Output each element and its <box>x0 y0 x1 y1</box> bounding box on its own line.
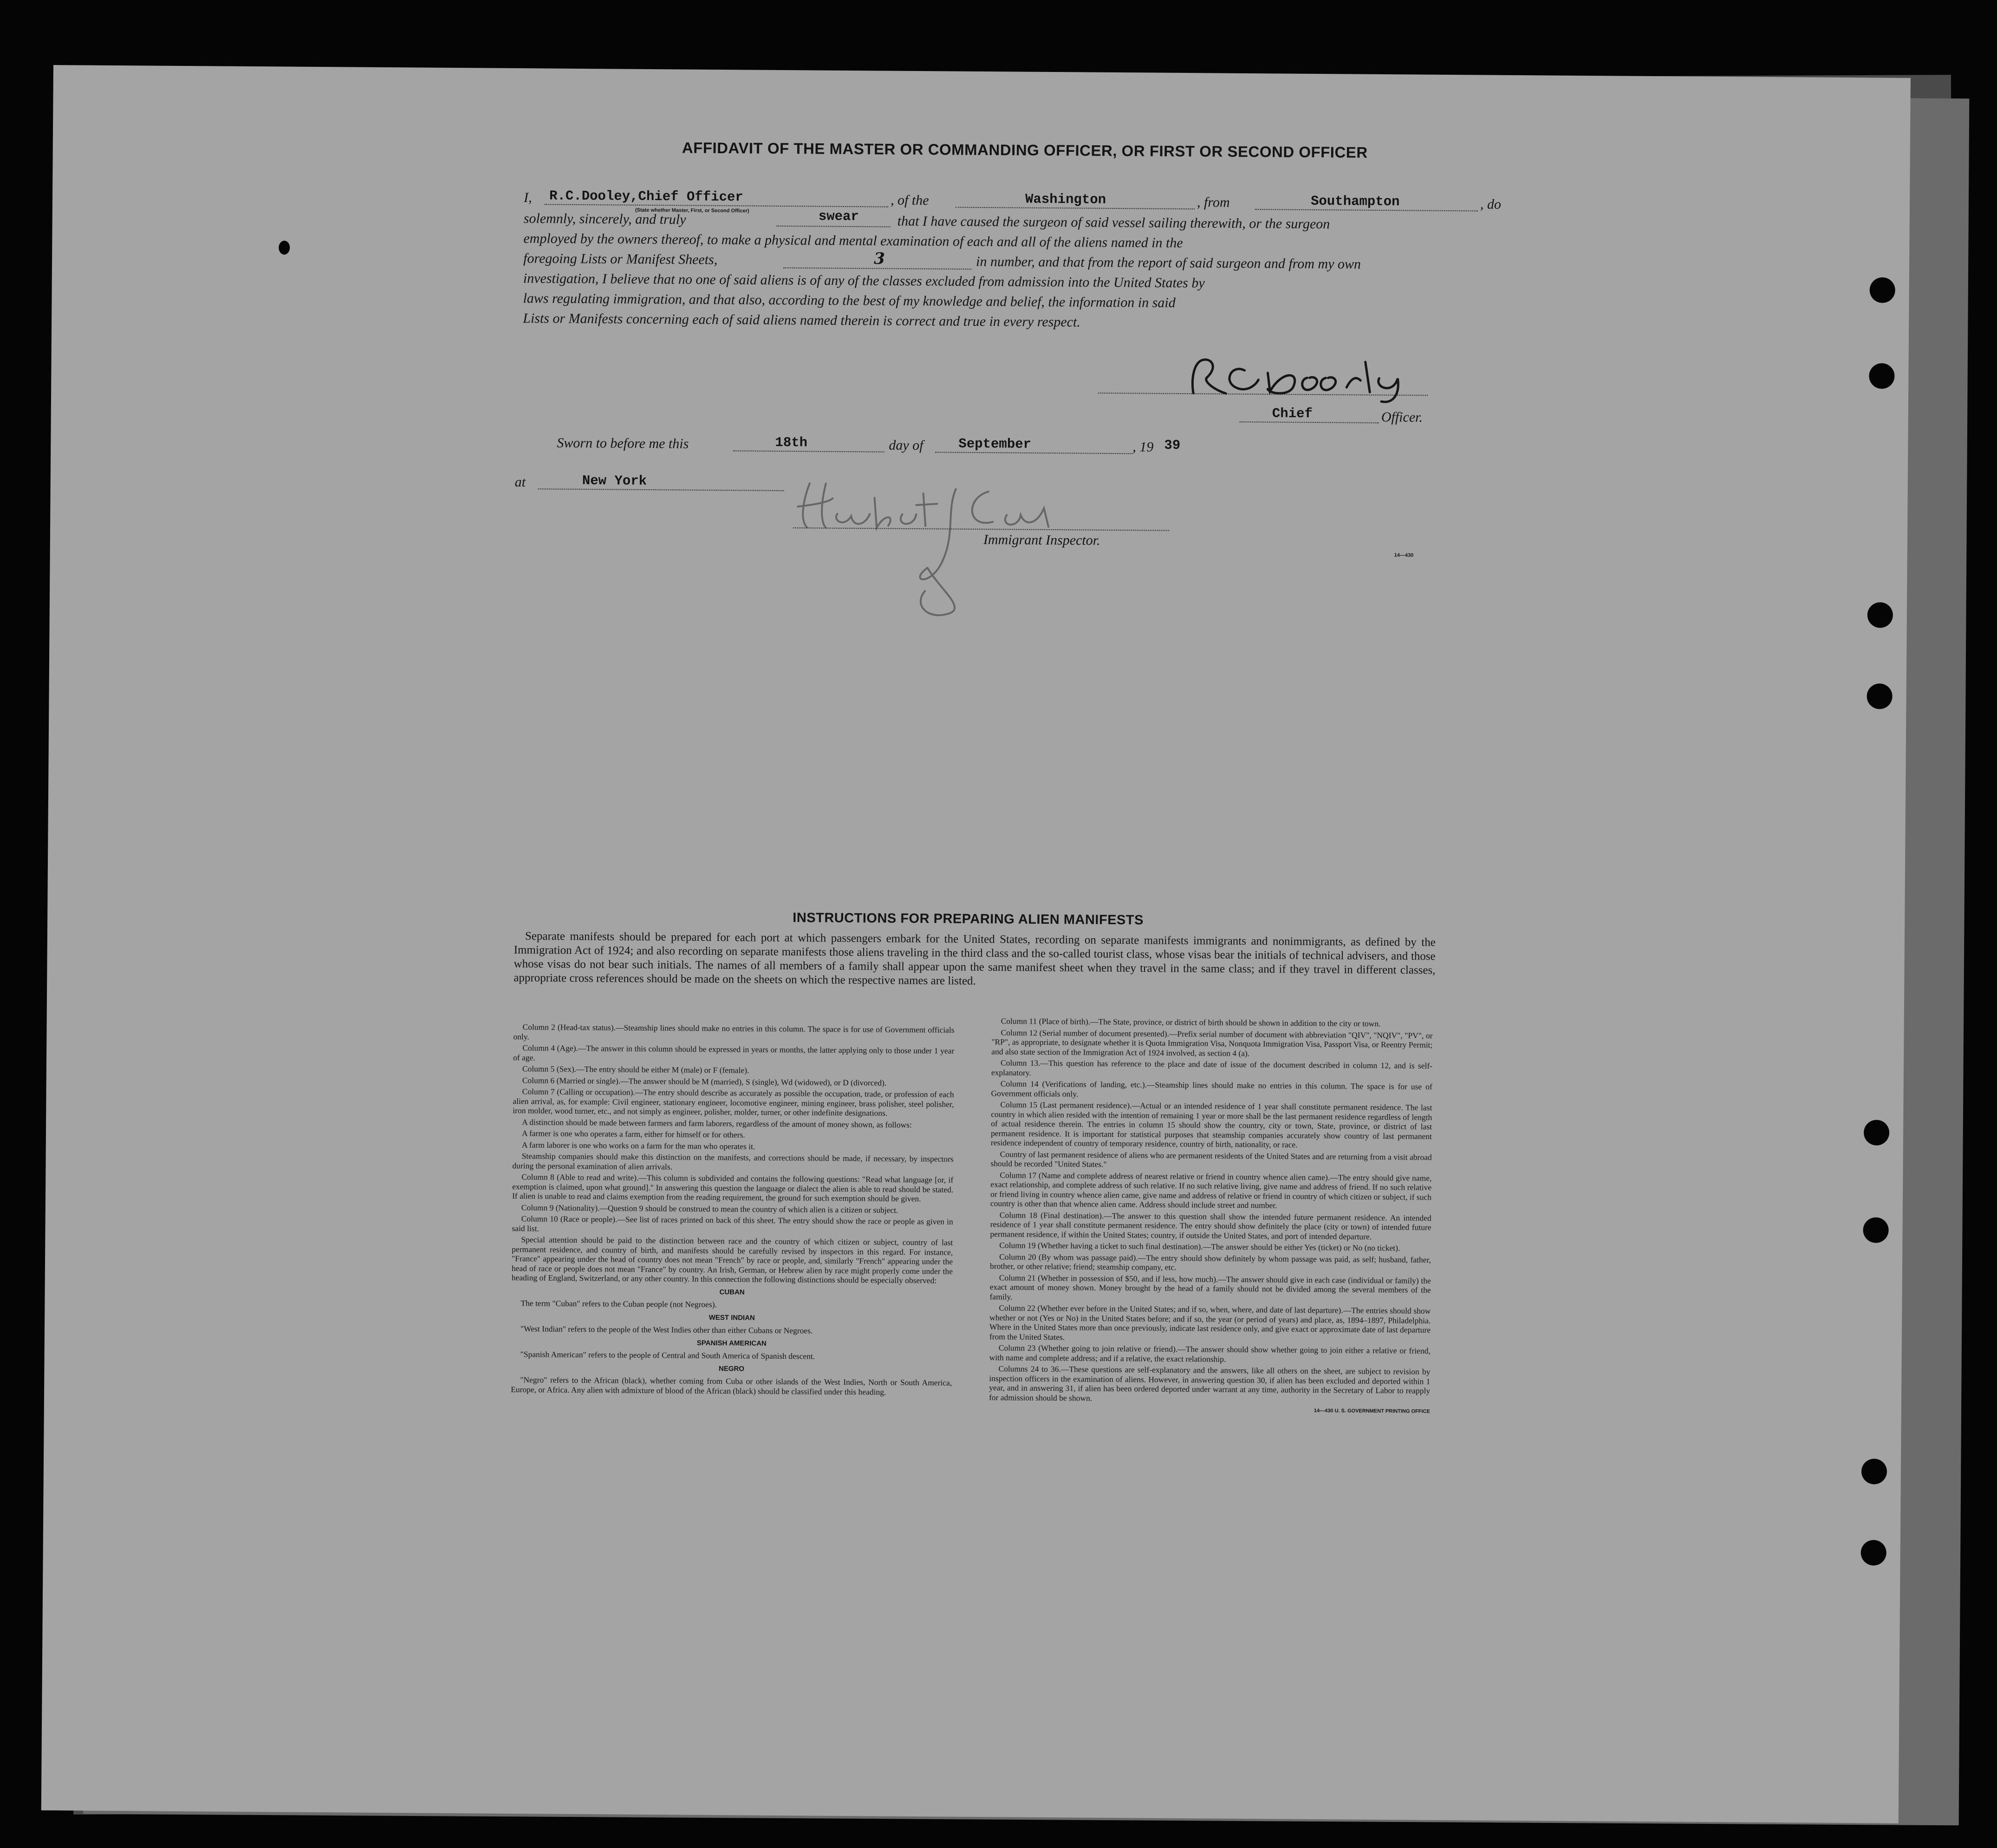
instruction-paragraph: Column 22 (Whether ever before in the United States; and if so, when, where, and date of last departure).—The entries should show whether or not (Yes or No) in the United States before; and if so, the year (or period of years) and place, as, 1894–1897, Philadelphia. Where in the United States more than once previously, indicate last residence only, and give exact or approximate date of last departure from the United States. <box>989 1303 1431 1342</box>
instruction-paragraph: Column 2 (Head-tax status).—Steamship lines should make no entries in this column. The space is for use of Government officials only. <box>513 1022 955 1041</box>
cuban-paragraph: The term "Cuban" refers to the Cuban people (not Negroes). <box>520 1298 717 1310</box>
instruction-paragraph: Steamship companies should make this distinction on the manifests, and corrections should be made, if necessary, by inspectors during the personal examination of alien arrivals. <box>512 1151 954 1171</box>
departure-port-field: Southampton <box>1310 193 1400 210</box>
instructions-left-column <box>511 1022 955 1399</box>
instruction-paragraph: Column 13.—This question has reference to the place and date of issue of the document described in column 12, and is self-explanatory. <box>991 1058 1433 1077</box>
day-of-label: day of <box>889 437 924 454</box>
officer-rank-field: Chief <box>1272 406 1313 421</box>
instruction-paragraph: Column 10 (Race or people).—See list of races printed on back of this sheet. The entry should show the race or people as given in said list. <box>512 1214 953 1233</box>
instruction-paragraph: Column 8 (Able to read and write).—This column is subdivided and contains the following questions: "Read what language [or, if exemption is claimed, upon what ground]." In answering this question the language or dialect the alien is able to read should be stated. If alien is unable to read and claims exemption from the reading requirement, the ground for such exemption should be given. <box>512 1172 954 1204</box>
officer-rank-line <box>1240 421 1379 423</box>
officer-signature <box>1175 351 1435 404</box>
instruction-paragraph: Column 11 (Place of birth).—The State, province, or district of birth should be shown in addition to the city or town. <box>1001 1016 1381 1029</box>
binder-hole <box>1861 1540 1886 1565</box>
vessel-name-field: Washington <box>1025 191 1106 207</box>
binder-hole <box>1861 1459 1887 1484</box>
binder-hole <box>1867 683 1892 709</box>
oath-field: swear <box>818 208 859 225</box>
west-indian-paragraph: "West Indian" refers to the people of the West Indies other than either Cubans or Negroes. <box>520 1324 813 1336</box>
spanish-american-paragraph: "Spanish American" refers to the people of Central and South America of Spanish descent. <box>520 1349 815 1361</box>
binder-hole <box>1869 363 1894 389</box>
year-prefix-label: , 19 <box>1132 439 1154 455</box>
sworn-place-line <box>538 488 784 491</box>
instruction-paragraph: Column 7 (Calling or occupation).—The entry should describe as accurately as possible the occupation, trade, or profession of each alien arrival, as, for example: Civil engineer, stationary engineer, locomotive engineer, mining engineer, brass polisher, steel polisher, iron molder, wood turner, etc., and not simply as engineer, polisher, molder, turner, or other indefinite designations. <box>513 1087 954 1118</box>
officer-hint: (State whether Master, First, or Second Officer) <box>635 207 749 214</box>
cuban-heading: CUBAN <box>719 1288 745 1296</box>
affidavit-line-6: laws regulating immigration, and that also, according to the best of my knowledge and belief, the information in said <box>523 291 1176 311</box>
affidavit-line-4-a: foregoing Lists or Manifest Sheets, <box>523 251 718 267</box>
affidavit-line-7: Lists or Manifests concerning each of said aliens named therein is correct and true in every respect. <box>523 311 1080 330</box>
instruction-paragraph: Column 23 (Whether going to join relative or friend).—The answer should show whether going to join either a relative or friend, with name and complete address; and if a relative, the exact relationship. <box>989 1343 1431 1364</box>
sworn-year-field: 39 <box>1164 437 1181 453</box>
sworn-place-field: New York <box>582 473 647 489</box>
inspector-label: Immigrant Inspector. <box>983 532 1100 548</box>
sworn-label: Sworn to before me this <box>557 435 689 452</box>
instruction-paragraph: Column 9 (Nationality).—Question 9 should be construed to mean the country of which alien is a citizen or subject. <box>521 1202 898 1215</box>
oath-line <box>777 226 891 227</box>
sworn-day-line <box>733 450 884 452</box>
manifest-sheet <box>41 65 1911 1823</box>
of-the-label: , of the <box>890 192 929 208</box>
ink-spot <box>279 240 290 254</box>
affidavit-line-4-rest: in number, and that from the report of said surgeon and from my own <box>976 253 1361 272</box>
from-label: , from <box>1197 195 1230 210</box>
instruction-paragraph: Column 20 (By whom was passage paid).—The entry should show definitely by whom passage was paid, as self; husband, father, brother, or other relative; friend; steamship company, etc. <box>989 1251 1431 1272</box>
instruction-paragraph: Special attention should be paid to the distinction between race and the country of which citizen or subject, country of last permanent residence, and country of birth, and manifests should be carefully revised by inspectors in this regard. For instance, "France" appearing under the head of country does not mean "French" by race or people, and, similarly "French" appearing under the head of race or people does not mean "France" by country. An Irish, German, or Hebrew alien by race might properly come under the heading of England, Switzerland, or any other country. In this connection the following distinctions should be especially observed: <box>511 1235 953 1285</box>
instruction-paragraph: A farm laborer is one who works on a farm for the man who operates it. <box>521 1140 755 1151</box>
officer-label: Officer. <box>1381 409 1423 425</box>
sheets-count-line <box>783 267 971 270</box>
instructions-intro: Separate manifests should be prepared for each port at which passengers embark for the United States, recording on separate manifests immigrants and nonimmigrants, as defined by the Immigration Act of 1924; and also recording on separate manifests those aliens traveling in the third class and the so-called tourist class, whose visas bear the initials of technical advisers, and those whose visas do not bear such initials. The names of all members of a family shall appear upon the same manifest sheet when they travel in the same class; and if they travel in different classes, appropriate cross references should be made on the sheets on which the respective names are listed. <box>514 930 1436 987</box>
west-indian-heading: WEST INDIAN <box>709 1313 755 1322</box>
instructions-intro-block <box>514 929 1436 992</box>
binder-hole <box>1867 602 1893 628</box>
affidavit-line-5: investigation, I believe that no one of said aliens is of any of the classes excluded from admission into the United States by <box>523 271 1205 291</box>
instruction-paragraph: Column 19 (Whether having a ticket to such final destination).—The answer should be either Yes (ticket) or No (no ticket). <box>999 1240 1400 1253</box>
instruction-paragraph: Column 12 (Serial number of document presented).—Prefix serial number of document with abbreviation "QIV", "NQIV", "PV", or "RP", as appropriate, to designate whether it is Quota Immigration Visa, Nonquota Immigration Visa, Passport Visa, or Reentry Permit; and also state section of the Immigration Act of 1924 involved, as section 4 (a). <box>991 1027 1433 1058</box>
instruction-paragraph: Columns 24 to 36.—These questions are self-explanatory and the answers, like all others on the sheet, are subject to revision by inspection officers in the examination of aliens. However, in answering question 30, if alien has been excluded and deported within 1 year, and in answering 31, if alien has been ordered deported under warrant at any time, authority in the Secretary of Labor to reapply for admission should be shown. <box>989 1364 1431 1403</box>
form-code: 14—430 <box>1394 552 1414 558</box>
negro-paragraph: "Negro" refers to the African (black), whether coming from Cuba or other islands of the West Indies, North or South America, Europe, or Africa. Any alien with admixture of blood of the African (black) should be classified under this heading. <box>511 1375 952 1397</box>
sworn-month-line <box>935 452 1132 454</box>
negro-heading: NEGRO <box>718 1364 744 1373</box>
solemnly-label: solemnly, sincerely, and truly <box>523 211 686 227</box>
instruction-paragraph: Column 21 (Whether in possession of $50, and if less, how much).—The answer should give in each case (individual or family) the exact amount of money shown. Money brought by the head of a family should not be divided among the several members of the family. <box>989 1272 1431 1301</box>
sheets-count-field: 3 <box>873 249 885 268</box>
binder-hole <box>1864 1120 1889 1145</box>
instruction-paragraph: Column 6 (Married or single).—The answer should be M (married), S (single), Wd (widowed), or D (divorced). <box>522 1075 887 1088</box>
instructions-right-column <box>989 1016 1433 1416</box>
instruction-paragraph: Country of last permanent residence of aliens who are permanent residents of the United States and are returning from a visit abroad should be recorded "United States." <box>990 1149 1432 1169</box>
affidavit-line-2: that I have caused the surgeon of said vessel sailing therewith, or the surgeon <box>897 213 1330 232</box>
instructions-title: INSTRUCTIONS FOR PREPARING ALIEN MANIFESTS <box>793 910 1144 928</box>
instruction-paragraph: A farmer is one who operates a farm, either for himself or for others. <box>521 1128 745 1140</box>
instruction-paragraph: Column 18 (Final destination).—The answer to this question shall show the intended future permanent residence. An intended residence of 1 year shall constitute permanent residence. The entry should show definitely the place (city or town) of intended future permanent residence, if within the United States; country, if outside the United States, and port of intended departure. <box>990 1210 1431 1241</box>
spanish-american-heading: SPANISH AMERICAN <box>696 1339 767 1348</box>
instruction-paragraph: Column 14 (Verifications of landing, etc.).—Steamship lines should make no entries in this column. The space is for use of Government officials only. <box>991 1079 1432 1098</box>
departure-port-line <box>1255 209 1478 211</box>
binder-hole <box>1863 1217 1888 1243</box>
sworn-month-field: September <box>958 436 1032 452</box>
sworn-day-field: 18th <box>775 434 808 451</box>
vessel-name-line <box>956 207 1195 210</box>
binder-hole <box>1870 277 1895 303</box>
i-label: I, <box>523 190 532 206</box>
at-label: at <box>514 474 526 490</box>
instruction-paragraph: A distinction should be made between farmers and farm laborers, regardless of the amount of money shown, as follows: <box>522 1117 912 1129</box>
do-label: , do <box>1480 196 1502 212</box>
instruction-paragraph: Column 4 (Age).—The answer in this column should be expressed in years or months, the latter applying only to those under 1 year of age. <box>513 1043 955 1062</box>
affidavit-title: AFFIDAVIT OF THE MASTER OR COMMANDING OFFICER, OR FIRST OR SECOND OFFICER <box>682 139 1368 161</box>
printing-office-footer: 14—430 U. S. GOVERNMENT PRINTING OFFICE <box>1314 1408 1430 1414</box>
officer-name-field: R.C.Dooley,Chief Officer <box>549 188 743 205</box>
instruction-paragraph: Column 5 (Sex).—The entry should be either M (male) or F (female). <box>522 1064 749 1075</box>
instruction-paragraph: Column 17 (Name and complete address of nearest relative or friend in country whence alien came).—The entry should give name, exact relationship, and complete address of such relative. If no such relative living, give name and address of friend. If no such relative or friend living in country whence alien came, give name and address of relative or friend in country of which citizen or subject, if such country is other than that whence alien came. Address should include street and number. <box>990 1170 1432 1210</box>
instruction-paragraph: Column 15 (Last permanent residence).—Actual or an intended residence of 1 year shall constitute permanent residence. The last country in which alien resided with the intention of remaining 1 year or more shall be the last permanent residence regardless of length of actual residence therein. The entries in column 15 should show the country, city or town, State, province, or district of last permanent residence. It is important for statistical purposes that steamship companies accurately show country of last permanent residence independent of country of temporary residence, country of birth, nationality, or race. <box>990 1100 1432 1149</box>
affidavit-line-3: employed by the owners thereof, to make a physical and mental examination of each and all of the aliens named in the <box>523 231 1183 251</box>
